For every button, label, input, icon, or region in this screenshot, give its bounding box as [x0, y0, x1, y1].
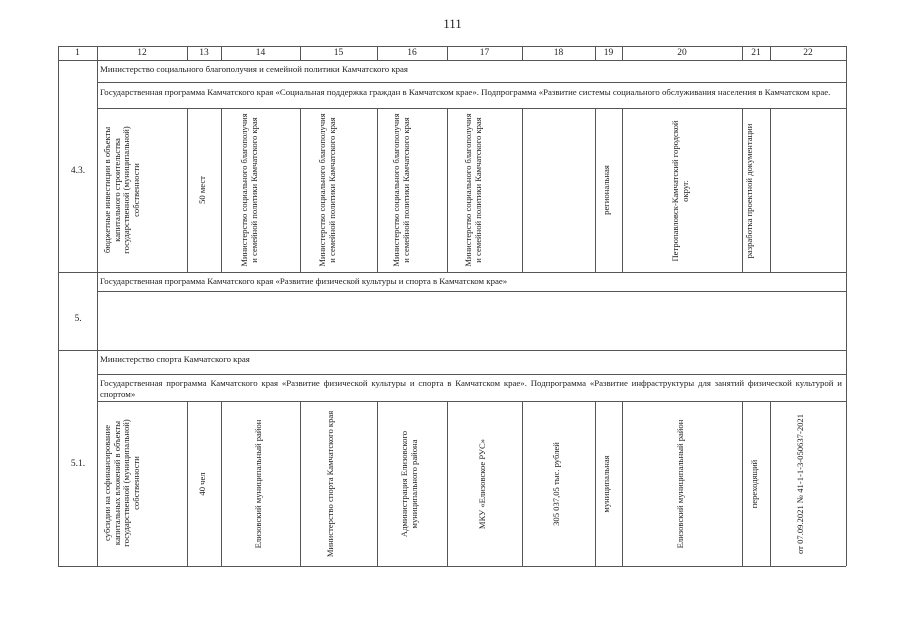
cell-c17: Министерство социального благополучия и семейной политики Камчатского края — [463, 113, 483, 267]
grid-line — [522, 108, 523, 272]
grid-line — [622, 401, 623, 566]
grid-line — [97, 46, 98, 566]
cell-c19: региональная — [601, 165, 611, 215]
grid-line — [846, 46, 847, 566]
cell-c13: 40 чел — [197, 472, 207, 496]
grid-line — [58, 46, 59, 566]
grid-line — [221, 108, 222, 272]
grid-line — [97, 401, 846, 402]
grid-line — [377, 108, 378, 272]
column-header: 1 — [75, 48, 80, 58]
page-number: 111 — [443, 16, 462, 31]
ministry-band: Министерство социального благополучия и семейной политики Камчатского края — [100, 64, 408, 74]
cell-c22: от 07.09.2021 № 41-1-1-3-050637-2021 — [795, 413, 805, 555]
column-header: 13 — [199, 48, 209, 58]
grid-line — [595, 108, 596, 272]
grid-line — [770, 108, 771, 272]
column-header: 17 — [479, 48, 490, 58]
grid-line — [187, 108, 188, 272]
grid-line — [58, 272, 846, 273]
grid-line — [58, 350, 846, 351]
program-band: Государственная программа Камчатского края «Социальная поддержка граждан в Камчатском крае». Подпрограмма «Развитие системы социального обслуживания населения в Камчатском крае. — [100, 87, 831, 97]
grid-line — [187, 401, 188, 566]
cell-c18: 305 037,05 тыс. рублей — [551, 442, 561, 526]
cell-c12: субсидии на софинансирование капитальных вложений в объекты государственной (муниципальной) собственности — [102, 419, 141, 547]
cell-c17: МКУ «Елизовское РУС» — [477, 438, 487, 530]
cell-c15: Министерство социального благополучия и семейной политики Камчатского края — [317, 113, 337, 267]
grid-line — [58, 566, 846, 567]
grid-line — [742, 108, 743, 272]
grid-line — [377, 401, 378, 566]
row-label: 5. — [74, 314, 82, 324]
cell-c14: Министерство социального благополучия и семейной политики Камчатского края — [239, 113, 259, 267]
column-header: 22 — [803, 48, 813, 58]
column-header: 16 — [407, 48, 417, 58]
cell-c19: муниципальная — [601, 455, 611, 513]
column-header: 15 — [333, 48, 344, 58]
cell-c16: Администрация Елизовского муниципального района — [399, 430, 419, 538]
cell-c13: 50 мест — [197, 176, 207, 204]
column-header: 14 — [255, 48, 266, 58]
cell-c12: бюджетные инвестиции в объекты капитального строительства государственной (муниципальной) собственности — [102, 126, 141, 254]
grid-line — [742, 401, 743, 566]
ministry-band: Министерство спорта Камчатского края — [100, 354, 250, 364]
cell-c14: Елизовский муниципальный район — [253, 419, 263, 549]
grid-line — [522, 401, 523, 566]
row-label: 4.3. — [70, 166, 86, 176]
grid-line — [447, 401, 448, 566]
cell-c20: Петропавловск-Камчатский городской округ. — [670, 120, 690, 262]
grid-line — [97, 108, 846, 109]
row-label: 5.1. — [70, 459, 86, 469]
cell-c21: разработка проектной документации — [744, 123, 754, 259]
column-header: 18 — [553, 48, 564, 58]
grid-line — [58, 60, 846, 61]
grid-line — [97, 291, 846, 292]
cell-c15: Министерство спорта Камчатского края — [325, 410, 335, 558]
column-header: 21 — [751, 48, 761, 58]
cell-c20: Елизовский муниципальный район — [675, 419, 685, 549]
cell-c16: Министерство социального благополучия и семейной политики Камчатского края — [391, 113, 411, 267]
grid-line — [595, 401, 596, 566]
program-band: Государственная программа Камчатского края «Развитие физической культуры и спорта в Камчатском крае». Подпрограмма «Развитие инфраструктуры для занятий физической культурой и спортом» — [100, 378, 842, 399]
grid-line — [97, 82, 846, 83]
grid-line — [221, 401, 222, 566]
grid-line — [300, 108, 301, 272]
program-band: Государственная программа Камчатского края «Развитие физической культуры и спорта в Камчатском крае» — [100, 276, 508, 286]
column-header: 12 — [137, 48, 147, 58]
cell-c21: переходящий — [749, 459, 759, 509]
column-header: 20 — [677, 48, 687, 58]
grid-line — [300, 401, 301, 566]
grid-line — [447, 108, 448, 272]
grid-line — [622, 108, 623, 272]
grid-line — [770, 401, 771, 566]
column-header: 19 — [603, 48, 614, 58]
grid-line — [97, 374, 846, 375]
